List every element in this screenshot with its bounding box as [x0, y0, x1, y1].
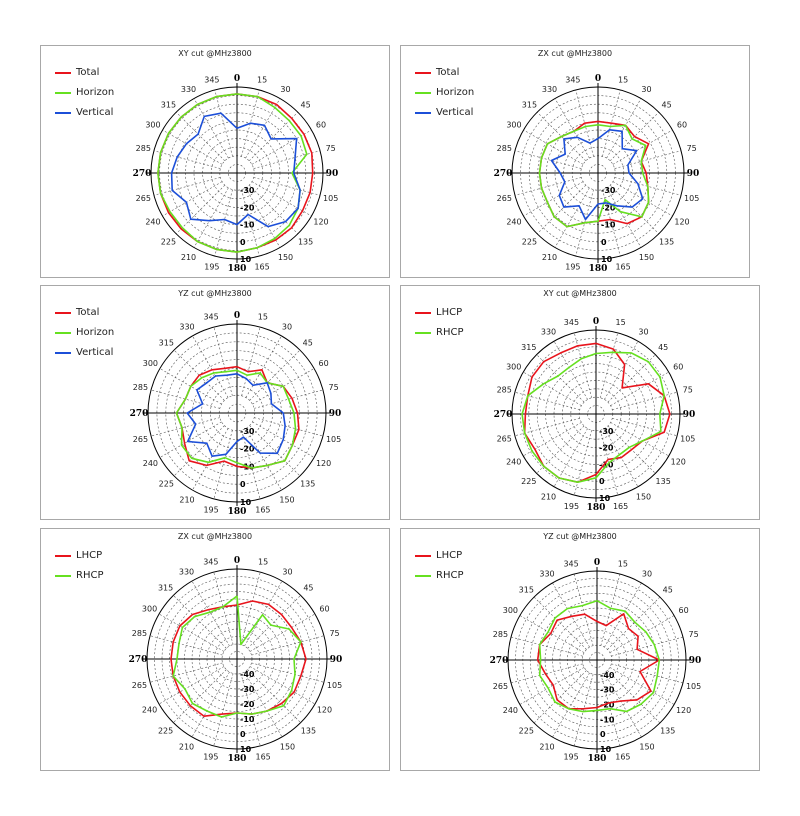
grid-spoke: [515, 151, 581, 169]
angle-tick-label: 180: [587, 754, 607, 764]
angle-tick-label: 165: [615, 262, 631, 272]
radial-tick-label: -20: [599, 443, 614, 453]
angle-tick-label: 210: [541, 253, 558, 263]
radial-tick-label: 10: [240, 498, 252, 507]
grid-spoke: [254, 151, 320, 169]
legend-swatch-rhcp: [415, 332, 431, 334]
angle-tick-label: 45: [303, 583, 314, 593]
angle-tick-label: 300: [506, 362, 522, 372]
radial-tick-label: 0: [601, 237, 607, 247]
angle-tick-label: 265: [135, 194, 151, 204]
radial-tick-label: -20: [240, 444, 255, 454]
angle-tick-label: 345: [203, 312, 219, 322]
radial-tick-label: 0: [240, 730, 246, 739]
grid-spoke: [194, 188, 228, 248]
angle-tick-label: 0: [233, 311, 241, 321]
radial-tick-label: -30: [240, 685, 255, 694]
chart-title: ZX cut @MHz3800: [177, 532, 253, 541]
angle-tick-label: 105: [680, 434, 696, 444]
angle-tick-label: 75: [682, 385, 693, 395]
angle-tick-label: 150: [635, 492, 652, 502]
angle-tick-label: 165: [612, 501, 629, 511]
grid-spoke: [600, 333, 617, 398]
grid-spoke: [160, 422, 222, 458]
angle-tick-label: 30: [641, 84, 652, 94]
angle-tick-label: 180: [227, 507, 247, 517]
angle-tick-label: 15: [618, 75, 629, 85]
angle-tick-label: 30: [638, 327, 649, 337]
angle-tick-label: 120: [674, 217, 690, 227]
angle-tick-label: 60: [315, 120, 327, 130]
angle-tick-label: 135: [300, 479, 316, 489]
grid-spoke: [194, 99, 228, 159]
angle-tick-label: 45: [658, 342, 669, 352]
angle-tick-label: 165: [255, 505, 271, 515]
angle-tick-label: 265: [492, 681, 509, 691]
radial-tick-label: -20: [600, 700, 615, 710]
grid-spoke: [574, 574, 593, 646]
radial-tick-label: -40: [600, 670, 615, 680]
angle-tick-label: 90: [325, 169, 339, 179]
radial-tick-label: 10: [601, 255, 613, 264]
grid-spoke: [176, 112, 225, 161]
angle-tick-label: 75: [688, 630, 699, 640]
radial-tick-label: -10: [240, 220, 255, 230]
chart-panel-zx-cut-tri: [400, 45, 750, 278]
legend-label: RHCP: [436, 327, 464, 338]
angle-tick-label: 0: [593, 558, 601, 568]
radial-tick-label: -10: [601, 220, 616, 230]
radial-tick-label: 10: [600, 745, 612, 754]
grid-spoke: [254, 418, 323, 436]
radial-tick-label: 0: [240, 237, 246, 247]
angle-tick-label: 180: [588, 264, 608, 274]
polar-chart: [41, 46, 391, 279]
angle-tick-label: 0: [233, 74, 241, 84]
angle-tick-label: 0: [233, 556, 241, 566]
angle-tick-label: 300: [506, 120, 522, 130]
angle-tick-label: 165: [255, 752, 271, 762]
angle-tick-label: 105: [326, 681, 343, 691]
radial-tick-label: -30: [599, 426, 614, 436]
angle-tick-label: 285: [496, 385, 512, 395]
angle-tick-label: 105: [325, 434, 342, 444]
grid-spoke: [248, 595, 301, 648]
legend-label: LHCP: [436, 307, 463, 318]
polar-chart: [401, 46, 751, 279]
angle-tick-label: 315: [521, 100, 538, 110]
polar-chart: [401, 529, 761, 772]
angle-tick-label: 225: [157, 726, 174, 736]
series-line-rhcp: [540, 601, 660, 712]
grid-spoke: [607, 670, 659, 722]
angle-tick-label: 240: [145, 217, 161, 227]
angle-tick-label: 15: [257, 312, 268, 322]
angle-tick-label: 135: [655, 477, 671, 487]
chart-panel-yz-cut-tri: [40, 285, 390, 520]
angle-tick-label: 15: [615, 318, 626, 328]
chart-title: XY cut @MHz3800: [543, 289, 617, 298]
angle-tick-label: 90: [682, 410, 696, 420]
legend-label: RHCP: [76, 570, 104, 581]
angle-tick-label: 195: [204, 262, 220, 272]
angle-tick-label: 60: [319, 604, 330, 614]
chart-title: YZ cut @MHz3800: [543, 532, 617, 541]
legend-label: Vertical: [436, 107, 474, 118]
radial-tick-label: -30: [601, 186, 616, 196]
legend-swatch-horizon: [55, 92, 71, 94]
legend-label: Horizon: [76, 87, 115, 98]
angle-tick-label: 330: [179, 322, 195, 332]
angle-tick-label: 180: [227, 754, 247, 764]
legend-swatch-total: [415, 72, 431, 74]
chart-panel-yz-cut-cp: [400, 528, 760, 771]
radial-tick-label: -10: [599, 460, 614, 470]
angle-tick-label: 265: [496, 194, 512, 204]
angle-tick-label: 60: [318, 359, 329, 368]
radial-tick-label: 10: [240, 745, 252, 754]
angle-tick-label: 105: [684, 194, 700, 204]
grid-spoke: [150, 636, 222, 655]
angle-tick-label: 225: [521, 237, 538, 247]
radial-tick-label: -10: [600, 715, 615, 725]
angle-tick-label: 0: [592, 317, 600, 327]
radial-tick-label: 0: [599, 477, 605, 487]
angle-tick-label: 265: [131, 681, 148, 691]
grid-spoke: [249, 112, 298, 161]
grid-spoke: [150, 663, 222, 682]
legend-label: Total: [436, 67, 460, 78]
angle-tick-label: 240: [141, 705, 158, 715]
angle-tick-label: 270: [129, 409, 149, 419]
grid-spoke: [511, 664, 583, 683]
grid-spoke: [524, 182, 584, 216]
angle-tick-label: 300: [145, 120, 161, 130]
angle-tick-label: 120: [315, 459, 332, 468]
angle-tick-label: 285: [492, 630, 509, 640]
angle-tick-label: 315: [157, 583, 174, 593]
angle-tick-label: 285: [496, 143, 512, 153]
radial-tick-label: -10: [240, 462, 255, 472]
angle-tick-label: 315: [160, 100, 177, 110]
legend-swatch-rhcp: [55, 575, 71, 577]
legend-swatch-lhcp: [55, 555, 71, 557]
grid-spoke: [610, 667, 674, 704]
angle-tick-label: 285: [135, 143, 151, 153]
angle-tick-label: 195: [563, 501, 580, 511]
angle-tick-label: 165: [254, 262, 270, 272]
angle-tick-label: 210: [180, 253, 197, 263]
chart-title: YZ cut @MHz3800: [178, 289, 252, 298]
chart-title: XY cut @MHz3800: [178, 49, 252, 58]
radial-tick-label: -30: [240, 426, 255, 436]
angle-tick-label: 300: [142, 359, 159, 368]
angle-tick-label: 45: [661, 100, 672, 110]
legend-swatch-vertical: [55, 112, 71, 114]
angle-tick-label: 180: [586, 503, 606, 513]
legend-label: RHCP: [436, 570, 464, 581]
angle-tick-label: 0: [594, 74, 602, 84]
angle-tick-label: 105: [323, 194, 339, 204]
angle-tick-label: 150: [639, 742, 655, 752]
polar-chart: [41, 529, 391, 772]
angle-tick-label: 75: [325, 143, 336, 153]
angle-tick-label: 30: [641, 569, 653, 579]
radial-tick-label: -30: [240, 186, 255, 196]
angle-tick-label: 150: [279, 495, 295, 505]
angle-tick-label: 105: [685, 681, 702, 691]
angle-tick-label: 45: [662, 585, 673, 595]
grid-spoke: [251, 663, 323, 682]
chart-panel-zx-cut-cp: [40, 528, 390, 771]
angle-tick-label: 345: [204, 75, 220, 85]
angle-tick-label: 120: [313, 217, 329, 227]
angle-tick-label: 15: [258, 557, 269, 567]
grid-spoke: [214, 673, 233, 745]
angle-tick-label: 150: [638, 253, 655, 263]
angle-tick-label: 120: [316, 705, 333, 715]
radial-tick-label: 10: [599, 494, 611, 503]
angle-tick-label: 120: [675, 706, 692, 715]
legend-swatch-horizon: [55, 332, 71, 334]
radial-tick-label: -30: [600, 685, 615, 695]
legend-swatch-lhcp: [415, 312, 431, 314]
angle-tick-label: 210: [540, 492, 557, 502]
grid-spoke: [555, 99, 589, 159]
grid-spoke: [574, 333, 591, 398]
angle-tick-label: 165: [615, 752, 631, 762]
legend-label: LHCP: [76, 550, 103, 561]
legend-swatch-total: [55, 312, 71, 314]
angle-tick-label: 135: [658, 237, 675, 247]
angle-tick-label: 270: [493, 410, 513, 420]
angle-tick-label: 345: [563, 318, 580, 328]
grid-spoke: [154, 151, 220, 169]
angle-tick-label: 345: [563, 559, 579, 569]
grid-spoke: [604, 341, 638, 399]
angle-tick-label: 210: [179, 495, 195, 505]
angle-tick-label: 345: [203, 557, 219, 567]
angle-tick-label: 265: [132, 434, 149, 444]
radial-tick-label: 10: [240, 255, 252, 264]
angle-tick-label: 30: [280, 84, 291, 94]
angle-tick-label: 240: [502, 706, 519, 715]
angle-tick-label: 75: [686, 143, 697, 153]
legend-swatch-total: [55, 72, 71, 74]
angle-tick-label: 30: [282, 567, 293, 577]
angle-tick-label: 270: [132, 169, 152, 179]
angle-tick-label: 135: [297, 237, 314, 247]
angle-tick-label: 15: [617, 559, 628, 569]
legend-swatch-lhcp: [415, 555, 431, 557]
angle-tick-label: 210: [178, 742, 195, 752]
grid-spoke: [520, 667, 584, 704]
grid-spoke: [215, 190, 233, 256]
grid-spoke: [241, 572, 260, 644]
legend-label: Horizon: [76, 327, 115, 338]
legend-swatch-horizon: [415, 92, 431, 94]
angle-tick-label: 330: [178, 567, 195, 577]
legend-label: Vertical: [76, 347, 114, 358]
angle-tick-label: 195: [563, 752, 579, 762]
angle-tick-label: 150: [277, 253, 294, 263]
legend-swatch-vertical: [55, 352, 71, 354]
angle-tick-label: 75: [328, 383, 339, 393]
grid-spoke: [553, 673, 590, 737]
legend-label: Total: [76, 67, 100, 78]
angle-tick-label: 330: [539, 569, 555, 579]
radial-tick-label: -20: [240, 700, 255, 709]
angle-tick-label: 150: [279, 742, 296, 752]
angle-tick-label: 240: [142, 459, 159, 468]
legend-label: LHCP: [436, 550, 463, 561]
legend-label: Total: [76, 307, 100, 318]
angle-tick-label: 195: [203, 752, 219, 762]
angle-tick-label: 330: [180, 84, 197, 94]
angle-tick-label: 195: [565, 262, 581, 272]
legend-swatch-rhcp: [415, 575, 431, 577]
angle-tick-label: 135: [300, 726, 317, 736]
angle-tick-label: 60: [676, 120, 688, 130]
radial-tick-label: 0: [600, 730, 606, 740]
angle-tick-label: 315: [521, 342, 537, 352]
angle-tick-label: 135: [660, 726, 676, 736]
angle-tick-label: 210: [539, 742, 555, 752]
angle-tick-label: 45: [300, 100, 311, 110]
angle-tick-label: 225: [521, 477, 537, 487]
grid-spoke: [246, 336, 282, 398]
angle-tick-label: 90: [686, 169, 700, 179]
angle-tick-label: 300: [141, 604, 158, 614]
angle-tick-label: 90: [688, 656, 702, 666]
angle-tick-label: 285: [131, 628, 148, 638]
grid-spoke: [173, 595, 226, 648]
angle-tick-label: 265: [496, 434, 512, 444]
angle-tick-label: 270: [128, 655, 148, 665]
polar-chart: [401, 286, 761, 521]
polar-chart: [41, 286, 391, 521]
grid-spoke: [250, 667, 315, 705]
angle-tick-label: 240: [506, 217, 522, 227]
grid-spoke: [248, 670, 301, 723]
grid-spoke: [574, 430, 591, 495]
angle-tick-label: 315: [518, 585, 534, 595]
angle-tick-label: 300: [502, 606, 519, 615]
legend-label: Horizon: [436, 87, 475, 98]
chart-panel-xy-cut-tri: [40, 45, 390, 278]
angle-tick-label: 270: [493, 169, 513, 179]
grid-spoke: [246, 428, 282, 490]
grid-spoke: [554, 341, 588, 399]
angle-tick-label: 285: [132, 383, 149, 393]
angle-tick-label: 15: [257, 75, 268, 85]
angle-tick-label: 60: [673, 362, 684, 372]
radial-tick-label: 0: [240, 480, 246, 490]
chart-panel-xy-cut-cp: [400, 285, 760, 520]
angle-tick-label: 180: [227, 264, 247, 274]
angle-tick-label: 270: [489, 656, 509, 666]
angle-tick-label: 90: [328, 409, 342, 419]
legend-label: Vertical: [76, 107, 114, 118]
angle-tick-label: 195: [203, 505, 219, 515]
chart-title: ZX cut @MHz3800: [537, 49, 613, 58]
angle-tick-label: 330: [541, 84, 558, 94]
grid-spoke: [251, 636, 323, 655]
angle-tick-label: 345: [565, 75, 581, 85]
radial-tick-label: -20: [240, 203, 255, 213]
angle-tick-label: 90: [329, 655, 343, 665]
angle-tick-label: 225: [158, 479, 174, 489]
angle-tick-label: 225: [518, 726, 534, 736]
grid-spoke: [511, 637, 583, 656]
angle-tick-label: 240: [506, 457, 522, 467]
angle-tick-label: 30: [281, 322, 293, 332]
angle-tick-label: 330: [540, 327, 557, 337]
radial-tick-label: -10: [240, 715, 255, 724]
radial-tick-label: -20: [601, 203, 616, 213]
grid-spoke: [615, 151, 681, 169]
angle-tick-label: 120: [670, 457, 686, 467]
legend-swatch-vertical: [415, 112, 431, 114]
angle-tick-label: 60: [678, 606, 689, 615]
radial-tick-label: -40: [240, 670, 255, 679]
angle-tick-label: 45: [302, 338, 313, 348]
angle-tick-label: 75: [329, 628, 340, 638]
angle-tick-label: 225: [160, 237, 177, 247]
angle-tick-label: 315: [158, 338, 174, 348]
